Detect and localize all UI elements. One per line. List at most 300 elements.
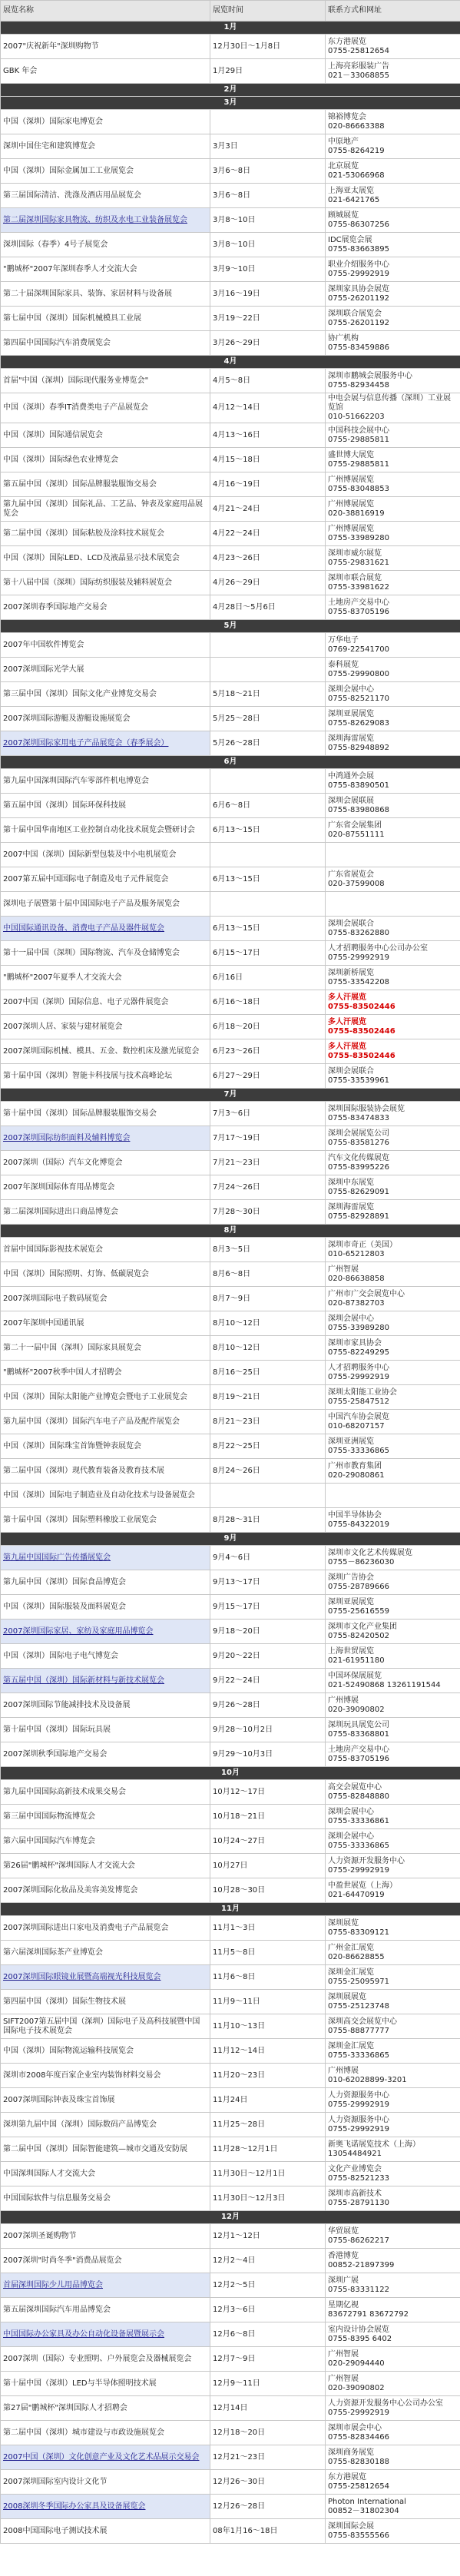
event-contact-cell	[326, 966, 460, 990]
contact-organizer: 广州智展	[328, 2374, 359, 2383]
contact-phone: 0755-29885811	[328, 435, 389, 444]
contact-phone: 0755-29992919	[328, 2100, 389, 2109]
event-date: 11月5～8日	[210, 1941, 326, 1965]
event-date: 9月20～22日	[210, 1644, 326, 1669]
contact-organizer: 中国汽车协会展览	[328, 1412, 389, 1421]
event-contact-cell	[326, 1459, 460, 1484]
event-date: 9月13～17日	[210, 1570, 326, 1595]
event-link[interactable]: 2007深圳国际家用电子产品展览会（春季展会）	[3, 738, 169, 748]
contact-organizer: 北京展览	[328, 161, 359, 171]
event-name: 中国国际软件与信息服务交易会	[3, 2193, 111, 2203]
event-name-cell[interactable]	[1, 2322, 210, 2347]
event-name: 第十届中国（深圳）国际玩具展	[3, 1725, 111, 1734]
event-name-cell	[1, 1410, 210, 1434]
event-name-cell	[1, 1693, 210, 1718]
event-name: 中国（深圳）国际服装及面料展览会	[3, 1602, 126, 1611]
table-row	[1, 35, 460, 59]
event-name: 2007深圳国际进出口家电及消费电子产品展览会	[3, 1923, 169, 1932]
event-date: 4月15～18日	[210, 448, 326, 472]
event-name-cell	[1, 307, 210, 331]
event-name: 2007深圳春季国际地产交易会	[3, 602, 108, 612]
table-row	[1, 448, 460, 472]
event-name-cell	[1, 818, 210, 843]
event-name: 第十届中国华南地区工业控制自动化技术展览会暨研讨会	[3, 825, 195, 834]
table-row	[1, 184, 460, 208]
event-date: 6月13～15日	[210, 917, 326, 941]
contact-phone: 0755-33542208	[328, 977, 389, 986]
event-name-cell	[1, 769, 210, 794]
event-contact-cell	[326, 369, 460, 393]
event-contact-cell	[326, 1669, 460, 1693]
event-name: 第十八届中国（深圳）国际纺织服装及辅料展览会	[3, 578, 172, 587]
contact-organizer: 深圳国际服装协会展览	[328, 1104, 405, 1113]
table-row	[1, 522, 460, 546]
event-link[interactable]: 首届深圳国际少儿用品博览会	[3, 2280, 103, 2289]
table-row	[1, 208, 460, 233]
table-row	[1, 1238, 460, 1262]
contact-organizer: 星期亿视	[328, 2300, 359, 2309]
event-contact-cell	[326, 1336, 460, 1361]
event-name: 中国（深圳）春季IT消费类电子产品展览会	[3, 403, 149, 412]
event-name: 第二届中国（深圳）国际粘胶及涂料技术展览会	[3, 529, 164, 538]
event-date: 11月28～12月1日	[210, 2137, 326, 2162]
contact-phone: 0755-28789666	[328, 1582, 389, 1591]
contact-phone: 0755-28791130	[328, 2198, 389, 2207]
event-name-cell	[1, 1262, 210, 1287]
event-date: 4月13～16日	[210, 423, 326, 448]
table-row	[1, 110, 460, 134]
table-row	[1, 1742, 460, 1767]
contact-phone: 0755-25616559	[328, 1606, 389, 1616]
event-date: 11月24日	[210, 2088, 326, 2113]
contact-phone: 0755-82629083	[328, 718, 389, 728]
event-date: 9月18～20日	[210, 1620, 326, 1644]
contact-organizer: 中国环保展展览	[328, 1671, 382, 1680]
event-name-cell	[1, 1484, 210, 1508]
event-contact-cell	[326, 1595, 460, 1620]
event-name: 2007中国（深圳）国际信息、电子元器件展览会	[3, 997, 169, 1006]
table-row	[1, 2495, 460, 2519]
event-contact-cell	[326, 1546, 460, 1570]
contact-organizer: 深圳亚展展览	[328, 709, 374, 718]
event-name-cell[interactable]	[1, 1965, 210, 1990]
event-name: 第三届中国（深圳）国际文化产业博览交易会	[3, 689, 157, 698]
contact-phone: 0755-83705196	[328, 1754, 389, 1763]
event-link[interactable]: 中国国际通讯设备、消费电子产品及器件展览会	[3, 923, 164, 933]
event-date: 11月20～23日	[210, 2064, 326, 2088]
event-contact-cell	[326, 2445, 460, 2470]
event-name: 深圳市2008年度百家企业室内装饰材料交易会	[3, 2070, 161, 2080]
event-name: 第三届国际清洁、洗涤及酒店用品展览会	[3, 191, 141, 200]
contact-phone: 020-87551111	[328, 830, 385, 839]
event-name-cell	[1, 682, 210, 707]
contact-organizer: 深圳会展中心	[328, 1807, 374, 1816]
event-name-cell	[1, 35, 210, 59]
event-name-cell	[1, 794, 210, 818]
event-name-cell	[1, 707, 210, 731]
table-row	[1, 1916, 460, 1941]
table-row	[1, 1361, 460, 1385]
table-row	[1, 941, 460, 966]
contact-phone: 0755-33336865	[328, 1841, 389, 1850]
contact-organizer: 协广机构	[328, 333, 359, 343]
month-label: 6月	[1, 756, 460, 769]
month-header-row	[1, 1225, 460, 1238]
event-contact-cell	[326, 233, 460, 257]
table-row	[1, 1780, 460, 1805]
table-row	[1, 1126, 460, 1151]
event-date: 6月27～29日	[210, 1064, 326, 1089]
contact-phone: 0755-25847512	[328, 1397, 389, 1406]
contact-phone: 010-51662203	[328, 413, 385, 421]
event-contact-cell	[326, 1941, 460, 1965]
event-name-cell	[1, 1336, 210, 1361]
event-name: 第九届中国（深圳）国际食品博览会	[3, 1577, 126, 1586]
event-contact-cell	[326, 282, 460, 307]
event-name: GBK 年会	[3, 66, 38, 75]
event-contact-cell	[326, 2322, 460, 2347]
contact-phone: 0755-82521170	[328, 694, 389, 703]
event-name-cell	[1, 1015, 210, 1039]
table-row	[1, 990, 460, 1015]
event-link[interactable]: 中国国际办公家具及办公自动化设备展暨展示会	[3, 2329, 164, 2339]
contact-organizer: 室内设计协会展览	[328, 2325, 389, 2334]
event-name-cell	[1, 2519, 210, 2544]
event-name-cell[interactable]	[1, 1620, 210, 1644]
event-name: 中国（深圳）国际LED、LCD及液晶显示技术展览会	[3, 553, 180, 562]
event-date	[210, 892, 326, 917]
event-contact-cell	[326, 2519, 460, 2544]
event-name: 2007年深圳国际体育用品博览会	[3, 1182, 115, 1192]
event-name-cell[interactable]	[1, 917, 210, 941]
contact-phone: 00852-21897399	[328, 2260, 395, 2269]
event-name-cell	[1, 331, 210, 356]
event-name-cell	[1, 941, 210, 966]
event-name-cell	[1, 1570, 210, 1595]
table-row	[1, 233, 460, 257]
event-date: 9月15～17日	[210, 1595, 326, 1620]
table-header-row	[1, 1, 460, 22]
event-date: 3月9～10日	[210, 257, 326, 282]
table-row	[1, 2445, 460, 2470]
event-contact-cell	[326, 2064, 460, 2088]
event-name-cell	[1, 1854, 210, 1878]
event-name-cell	[1, 2224, 210, 2249]
event-name-cell	[1, 1102, 210, 1126]
event-name: 2007年中国软件博览会	[3, 640, 84, 649]
month-label: 8月	[1, 1225, 460, 1238]
event-contact-cell	[326, 1570, 460, 1595]
event-date: 6月16～18日	[210, 990, 326, 1015]
table-row	[1, 2113, 460, 2137]
event-name: 中国（深圳）国际照明、灯饰、低碳展览会	[3, 1269, 149, 1278]
table-row	[1, 423, 460, 448]
contact-organizer: 深圳金汇展览	[328, 2041, 374, 2051]
table-row	[1, 497, 460, 522]
contact-organizer: 深圳市鹏城会展服务中心	[328, 371, 412, 380]
event-name-cell	[1, 966, 210, 990]
table-row	[1, 1336, 460, 1361]
event-contact-cell	[326, 497, 460, 522]
event-contact-cell	[326, 2039, 460, 2064]
event-contact-cell	[326, 2396, 460, 2421]
table-row	[1, 1669, 460, 1693]
event-name-cell	[1, 522, 210, 546]
event-name: 2007深圳国际节能减排技术及设备展	[3, 1700, 131, 1709]
contact-phone: 020-39090802	[328, 1705, 385, 1714]
contact-organizer: 深圳展览	[328, 1918, 359, 1928]
event-contact-cell	[326, 546, 460, 571]
contact-organizer: 人力资源开发服务中心	[328, 1856, 405, 1865]
event-date: 11月30日～12月3日	[210, 2186, 326, 2211]
contact-phone: 0755-82249295	[328, 1348, 389, 1357]
event-date: 7月17～19日	[210, 1126, 326, 1151]
event-name: 深圳第九届中国（深圳）国际数码产品博览会	[3, 2120, 157, 2129]
event-name-cell[interactable]	[1, 1126, 210, 1151]
contact-organizer: 盛世博大展览	[328, 450, 374, 459]
event-date: 12月2～4日	[210, 2249, 326, 2273]
contact-phone: 020-37599008	[328, 879, 385, 888]
event-name: 深圳电子展暨第十届中国国际电子产品及服务展览会	[3, 899, 180, 908]
event-name: 中国（深圳）国际太阳能产业博览会暨电子工业展览会	[3, 1392, 187, 1401]
event-name-cell[interactable]	[1, 1669, 210, 1693]
table-row	[1, 917, 460, 941]
event-name-cell[interactable]	[1, 2495, 210, 2519]
month-label: 9月	[1, 1533, 460, 1546]
event-name: 2007深圳国际室内设计文化节	[3, 2477, 108, 2486]
event-date: 5月18～21日	[210, 682, 326, 707]
table-row	[1, 1546, 460, 1570]
event-contact-cell	[326, 2372, 460, 2396]
event-name-cell	[1, 2039, 210, 2064]
event-link[interactable]: 2008深圳冬季国际办公家具及设备展览会	[3, 2501, 146, 2511]
event-link[interactable]: 第九届中国国际广告传播展览会	[3, 1553, 111, 1562]
event-date: 11月30日～12月1日	[210, 2162, 326, 2186]
contact-organizer: 广州博展	[328, 1696, 359, 1705]
event-name-cell	[1, 546, 210, 571]
contact-phone: 020-29080861	[328, 1470, 385, 1480]
event-name: 第二届深圳国际进出口商品博览会	[3, 1207, 118, 1216]
event-contact-cell	[326, 941, 460, 966]
event-name: 中国（深圳）国际电子电气博览会	[3, 1651, 118, 1660]
event-contact-cell	[326, 393, 460, 423]
table-row	[1, 2470, 460, 2495]
contact-organizer: 广州金汇展览	[328, 1943, 374, 1952]
table-row	[1, 2137, 460, 2162]
table-row	[1, 2088, 460, 2113]
event-contact-cell	[326, 1262, 460, 1287]
contact-phone: 0755-8264219	[328, 146, 385, 155]
event-contact-cell	[326, 1829, 460, 1854]
event-name-cell	[1, 658, 210, 682]
table-row	[1, 1941, 460, 1965]
event-name-cell	[1, 1175, 210, 1200]
contact-phone: 0755-29992919	[328, 2124, 389, 2133]
event-name: 2007年深圳中国通讯展	[3, 1318, 84, 1328]
contact-phone: 0755-83502446	[328, 1051, 395, 1060]
contact-phone: 0755-83331122	[328, 2285, 389, 2294]
event-name-cell	[1, 1990, 210, 2014]
event-name: 2007深圳国际钟表及珠宝首饰展	[3, 2095, 115, 2104]
contact-organizer: 多人汗展览	[328, 993, 366, 1002]
event-date: 8月28～31日	[210, 1508, 326, 1533]
table-row	[1, 1805, 460, 1829]
event-contact-cell	[326, 1410, 460, 1434]
event-name: 第三届中国国际物流博览会	[3, 1812, 95, 1821]
event-name-cell	[1, 110, 210, 134]
table-row	[1, 571, 460, 595]
contact-phone: 0755-25812654	[328, 46, 389, 55]
event-link[interactable]: 2007深圳国际家居、家纺及家庭用品博览会	[3, 1626, 154, 1636]
event-contact-cell	[326, 257, 460, 282]
table-row	[1, 2298, 460, 2322]
event-contact-cell	[326, 522, 460, 546]
event-contact-cell	[326, 1200, 460, 1225]
event-name: 中国（深圳）国际物流运输科技展览会	[3, 2046, 134, 2055]
event-date: 4月12～14日	[210, 393, 326, 423]
contact-phone: 0755-33989280	[328, 1323, 389, 1332]
contact-phone: 0755-29992919	[328, 269, 389, 278]
table-row	[1, 1718, 460, 1742]
contact-phone: 0755-83048853	[328, 484, 389, 493]
contact-organizer: 高交会展览中心	[328, 1782, 382, 1792]
event-name: 第四届中国国际汽车消费展览会	[3, 338, 111, 347]
contact-phone: 0755-29992919	[328, 1372, 389, 1381]
contact-phone: 020-86628855	[328, 1952, 385, 1961]
table-row	[1, 2322, 460, 2347]
month-label: 1月	[1, 22, 460, 35]
contact-phone: 020-87382703	[328, 1298, 385, 1308]
event-link[interactable]: 2007中国（深圳）文化创意产业及文化艺术品展示交易会	[3, 2452, 200, 2462]
event-link[interactable]: 第五届中国（深圳）国际新材料与新技术展览会	[3, 1676, 164, 1685]
contact-organizer: 深圳广展	[328, 2276, 359, 2285]
event-date: 8月24～26日	[210, 1459, 326, 1484]
event-name-cell	[1, 393, 210, 423]
month-label: 4月	[1, 356, 460, 369]
contact-organizer: 广州博展展览	[328, 499, 374, 509]
contact-organizer: 广州市教育集团	[328, 1461, 382, 1470]
event-date: 12月9～11日	[210, 2372, 326, 2396]
table-row	[1, 2039, 460, 2064]
event-contact-cell	[326, 818, 460, 843]
contact-organizer: 深圳展展览	[328, 1992, 366, 2001]
event-name: SIFT2007第五届中国（深圳）国际电子及高科技展暨中国国际电子技术展览会	[3, 2017, 200, 2035]
event-date: 12月26～28日	[210, 2495, 326, 2519]
contact-phone: 0755-25095971	[328, 1977, 389, 1986]
table-body	[1, 22, 460, 2544]
table-row	[1, 966, 460, 990]
contact-phone: 0755-25123748	[328, 2001, 389, 2011]
contact-organizer: 深圳会展中心	[328, 1832, 374, 1841]
event-link[interactable]: 第二届深圳国际家具物流、纺织及水电工业装备展览会	[3, 215, 187, 224]
event-name-cell[interactable]	[1, 2273, 210, 2298]
event-name-cell	[1, 2421, 210, 2445]
event-date: 4月16～19日	[210, 472, 326, 497]
event-name: 第二十一届中国（深圳）国际家具展览会	[3, 1343, 141, 1352]
event-contact-cell	[326, 184, 460, 208]
table-row	[1, 2347, 460, 2372]
event-contact-cell	[326, 2495, 460, 2519]
event-name-cell	[1, 2088, 210, 2113]
contact-organizer: 深圳会展联合	[328, 1066, 374, 1076]
contact-phone: 0755-33336865	[328, 1446, 389, 1455]
event-date: 9月26～28日	[210, 1693, 326, 1718]
table-row	[1, 658, 460, 682]
contact-phone: 0755-86307256	[328, 220, 389, 229]
contact-organizer: 东方港展览	[328, 2472, 366, 2482]
table-row	[1, 1311, 460, 1336]
contact-phone: 0755-82834466	[328, 2432, 389, 2442]
event-date: 12月21～23日	[210, 2445, 326, 2470]
event-name: 2007深圳人居、家装与建材展览会	[3, 1022, 123, 1031]
event-name-cell	[1, 257, 210, 282]
event-name-cell	[1, 595, 210, 620]
event-date	[210, 769, 326, 794]
event-contact-cell	[326, 2224, 460, 2249]
event-date: 3月6～8日	[210, 184, 326, 208]
event-contact-cell	[326, 892, 460, 917]
event-name-cell[interactable]	[1, 731, 210, 756]
table-row	[1, 1878, 460, 1903]
event-name: 2007深圳（国际）汽车文化博览会	[3, 1158, 123, 1167]
table-row	[1, 1262, 460, 1287]
event-date: 11月12～14日	[210, 2039, 326, 2064]
event-link[interactable]: 2007深圳国际眼镜业展暨高端视光科技展览会	[3, 1972, 161, 1981]
contact-organizer: 深圳玩具展览公司	[328, 1720, 389, 1729]
month-label: 12月	[1, 2211, 460, 2224]
event-name: 第五届中国（深圳）国际品牌服装服饰交易会	[3, 479, 157, 489]
event-name-cell[interactable]	[1, 2445, 210, 2470]
table-row	[1, 731, 460, 756]
contact-phone: 0755-83368801	[328, 1729, 389, 1739]
contact-organizer: 中国半导体协会	[328, 1510, 382, 1520]
event-name: 中国（深圳）国际家电博览会	[3, 117, 103, 126]
event-name-cell	[1, 1238, 210, 1262]
event-name: 中国（深圳）国际绿色农业博览会	[3, 455, 118, 464]
contact-phone: 0755-83262880	[328, 928, 389, 937]
event-name-cell	[1, 1361, 210, 1385]
event-contact-cell	[326, 682, 460, 707]
table-row	[1, 1965, 460, 1990]
event-name-cell[interactable]	[1, 1546, 210, 1570]
event-name-cell	[1, 423, 210, 448]
contact-organizer: 深圳亚展展览	[328, 1597, 374, 1606]
event-date: 8月22～25日	[210, 1434, 326, 1459]
event-name-cell[interactable]	[1, 208, 210, 233]
event-link[interactable]: 2007深圳国际纺织面料及辅料博览会	[3, 1133, 131, 1142]
event-date: 12月1～12日	[210, 2224, 326, 2249]
event-date	[210, 110, 326, 134]
event-contact-cell	[326, 2421, 460, 2445]
contact-organizer: 土地房产交易中心	[328, 1745, 389, 1754]
month-header-row	[1, 1767, 460, 1780]
event-name-cell	[1, 2396, 210, 2421]
event-name: 中国（深圳）国际通信展览会	[3, 430, 103, 439]
table-row	[1, 595, 460, 620]
event-name-cell	[1, 1718, 210, 1742]
event-name: 2007深圳国际游艇及游艇设施展览会	[3, 714, 131, 723]
event-date: 6月23～26日	[210, 1039, 326, 1064]
event-date: 8月10～12日	[210, 1336, 326, 1361]
table-row	[1, 1459, 460, 1484]
event-contact-cell	[326, 1742, 460, 1767]
contact-organizer: 多人汗展览	[328, 1017, 366, 1026]
event-date: 3月3日	[210, 134, 326, 159]
contact-phone: 021-64470919	[328, 1890, 385, 1899]
event-contact-cell	[326, 2113, 460, 2137]
contact-phone: 020-86638858	[328, 1274, 385, 1283]
contact-phone: 0755-82521233	[328, 2173, 389, 2183]
